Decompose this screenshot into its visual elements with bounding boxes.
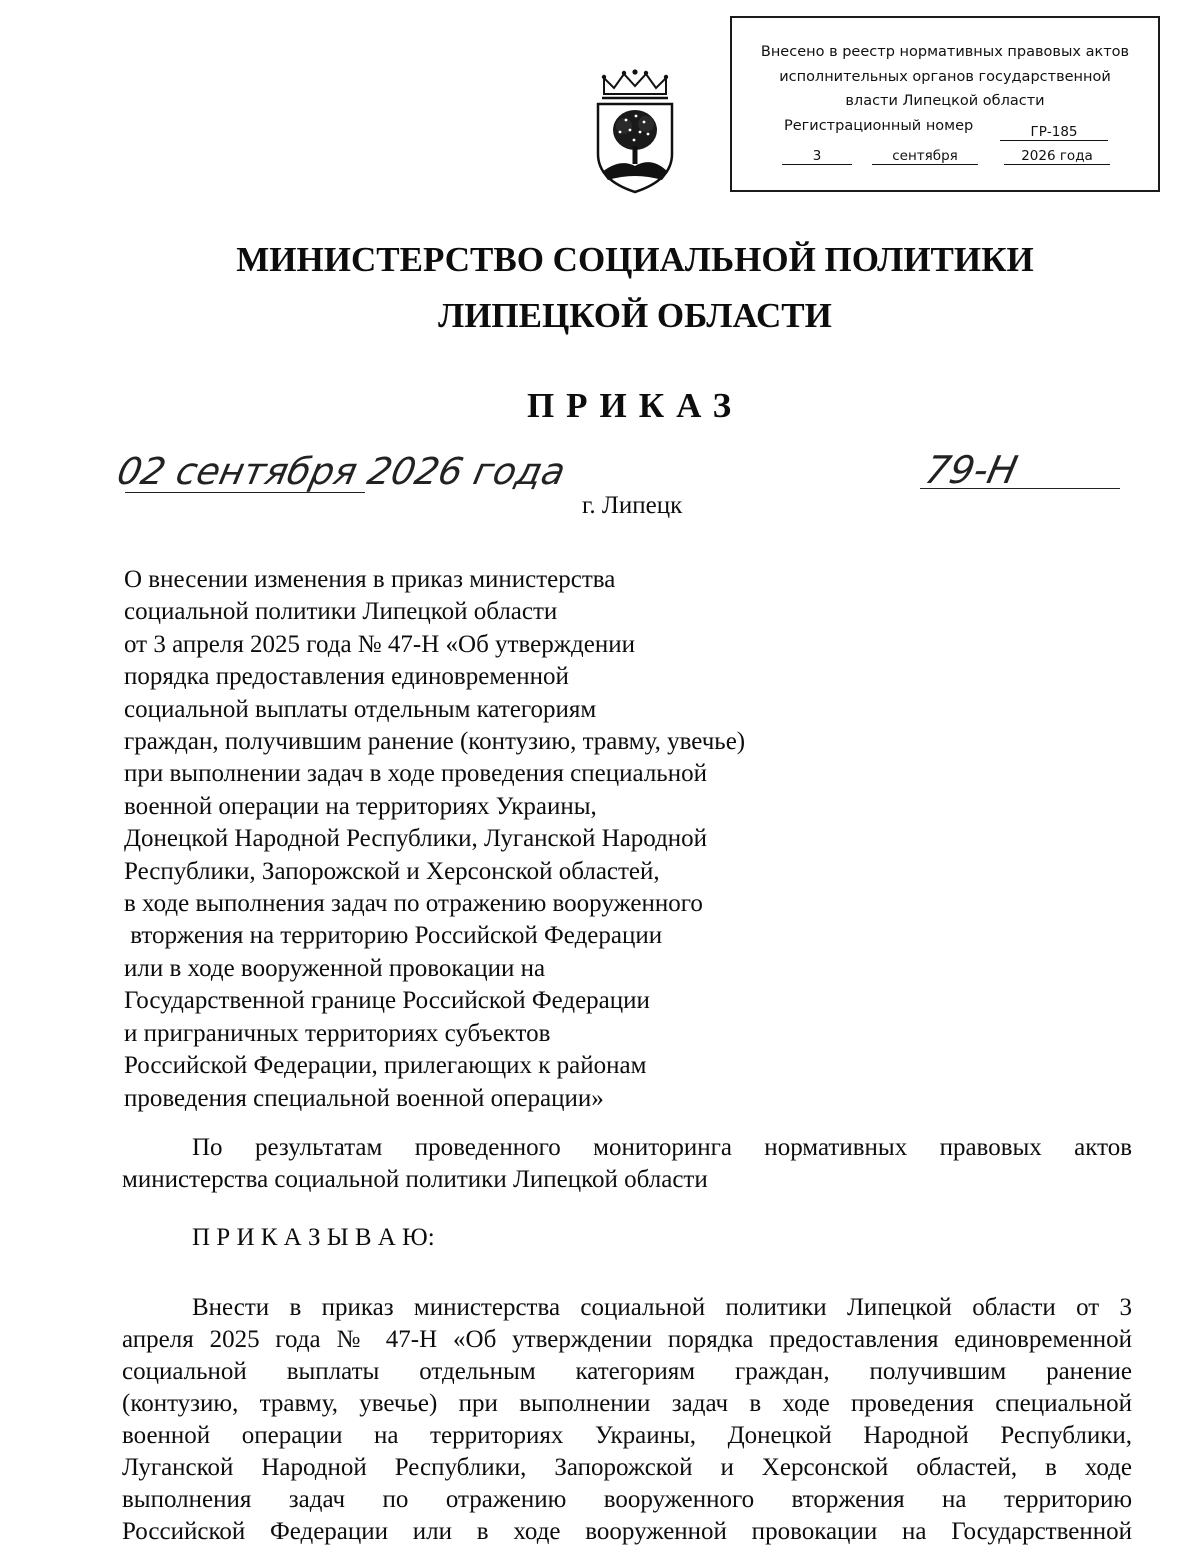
body-line: (контузию, травму, увечье) при выполнении задач в ходе проведения специальной	[122, 1390, 1132, 1417]
subject-line: проведения специальной военной операции»	[124, 1084, 604, 1112]
subject-line: вторжения на территорию Российской Федерации	[124, 922, 663, 950]
stamp-line-1: Внесено в реестр нормативных правовых актов	[760, 44, 1130, 60]
ministry-title-line-2: ЛИПЕЦКОЙ ОБЛАСТИ	[438, 296, 832, 335]
subject-line: и приграничных территориях субъектов	[124, 1019, 551, 1047]
subject-line: от 3 апреля 2025 года № 47-Н «Об утверждении	[124, 630, 635, 658]
subject-line: граждан, получившим ранение (контузию, травму, увечье)	[124, 728, 746, 756]
ministry-title-line-1: МИНИСТЕРСТВО СОЦИАЛЬНОЙ ПОЛИТИКИ	[236, 240, 1034, 279]
subject-line: Государственной границе Российской Федерации	[124, 987, 650, 1015]
order-subject	[124, 564, 745, 1115]
stamp-day: 3	[782, 148, 852, 165]
subject-line: порядка предоставления единовременной	[124, 663, 569, 691]
preamble-paragraph	[122, 1132, 1132, 1196]
body-line: социальной выплаты отдельным категориям граждан, получившим ранение	[122, 1358, 1132, 1385]
doc-type-title: ПРИКАЗ	[526, 386, 744, 425]
registry-stamp	[730, 16, 1160, 192]
body-line: выполнения задач по отражению вооруженного вторжения на территорию	[122, 1486, 1132, 1513]
date-underline	[125, 492, 365, 493]
stamp-reg-number: ГР-185	[1000, 124, 1108, 141]
stamp-line-3: власти Липецкой области	[845, 93, 1045, 109]
body-line: Луганской Народной Республики, Запорожской и Херсонской областей, в ходе	[122, 1454, 1132, 1481]
subject-line: или в ходе вооруженной провокации на	[124, 954, 546, 982]
order-city: г. Липецк	[582, 492, 683, 519]
stamp-month: сентября	[872, 148, 978, 165]
order-number-handwritten: 79-Н	[921, 448, 1022, 492]
stamp-line-2: исполнительных органов государственной	[779, 69, 1111, 85]
subject-line: О внесении изменения в приказ министерства	[124, 566, 616, 593]
subject-line: Российской Федерации, прилегающих к районам	[124, 1052, 647, 1080]
subject-line: Донецкой Народной Республики, Луганской Народной	[124, 825, 708, 853]
body-line: военной операции на территориях Украины, Донецкой Народной Республики,	[122, 1422, 1132, 1449]
subject-line: военной операции на территориях Украины,	[124, 792, 597, 820]
body-paragraph	[122, 1292, 1132, 1548]
number-underline	[920, 488, 1120, 489]
preamble-line: По результатам проведенного мониторинга нормативных правовых актов	[192, 1134, 1132, 1161]
coat-of-arms-icon	[590, 68, 680, 196]
stamp-reg-label: Регистрационный номер	[784, 118, 974, 134]
body-line: апреля 2025 года № 47-Н «Об утверждении порядка предоставления единовременной	[122, 1326, 1132, 1353]
subject-line: социальной выплаты отдельным категориям	[124, 695, 597, 723]
subject-line: в ходе выполнения задач по отражению вооруженного	[124, 890, 703, 918]
body-line: Внести в приказ министерства социальной политики Липецкой области от 3	[192, 1294, 1132, 1321]
subject-line: при выполнении задач в ходе проведения специальной	[124, 760, 707, 788]
subject-line: социальной политики Липецкой области	[124, 598, 558, 626]
stamp-year: 2026 года	[1004, 148, 1110, 165]
order-date-handwritten: 02 сентября 2026 года	[113, 450, 570, 493]
preamble-line: министерства социальной политики Липецкой области	[122, 1166, 708, 1193]
directive-heading: П Р И К А З Ы В А Ю:	[192, 1224, 435, 1251]
body-line: Российской Федерации или в ходе вооруженной провокации на Государственной	[122, 1518, 1132, 1545]
subject-line: Республики, Запорожской и Херсонской областей,	[124, 857, 660, 885]
